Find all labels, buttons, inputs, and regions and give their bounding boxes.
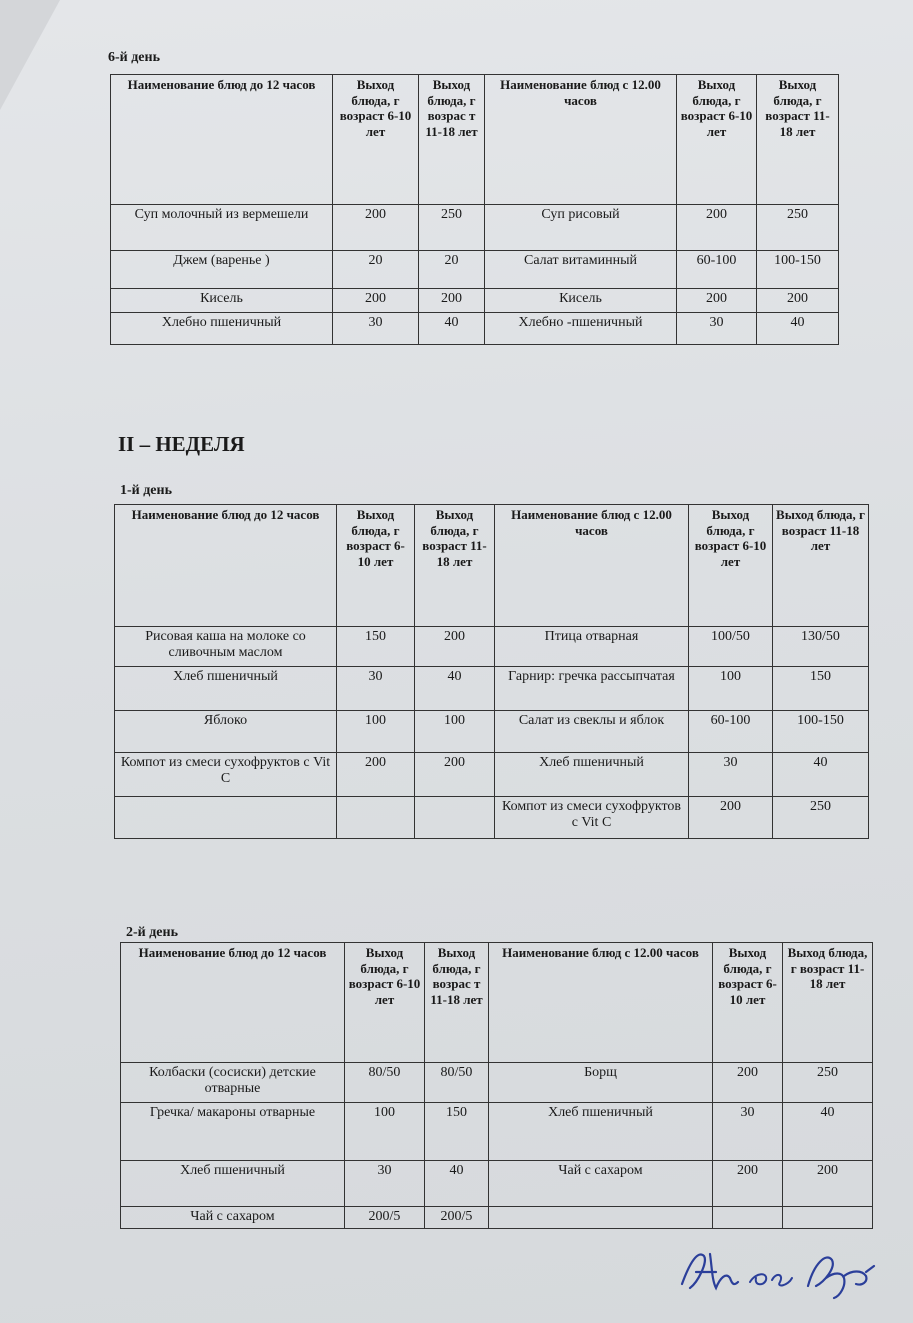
yield-value: 40 <box>419 313 485 345</box>
day2-header-name-am: Наименование блюд до 12 часов <box>121 943 345 1063</box>
dish-name: Салат из свеклы и яблок <box>495 711 689 753</box>
yield-value: 200/5 <box>345 1207 425 1229</box>
day1-header-yield-am-6-10: Выход блюда, г возраст 6-10 лет <box>337 505 415 627</box>
yield-value: 100 <box>337 711 415 753</box>
page-fold-shadow <box>0 0 60 110</box>
yield-value: 20 <box>419 251 485 289</box>
day6-header-yield-am-6-10: Выход блюда, г возраст 6-10 лет <box>333 75 419 205</box>
yield-value: 200 <box>757 289 839 313</box>
yield-value: 200 <box>677 289 757 313</box>
table-row <box>111 205 839 251</box>
yield-value: 30 <box>689 753 773 797</box>
day6-table <box>110 74 839 345</box>
day1-header-name-am: Наименование блюд до 12 часов <box>115 505 337 627</box>
yield-value: 60-100 <box>677 251 757 289</box>
dish-name: Хлеб пшеничный <box>489 1103 713 1161</box>
yield-value: 200 <box>333 289 419 313</box>
signature-icon <box>676 1242 886 1302</box>
day2-header-yield-pm-11-18: Выход блюда, г возраст 11-18 лет <box>783 943 873 1063</box>
yield-value <box>713 1207 783 1229</box>
table-row <box>121 1161 873 1207</box>
yield-value: 100 <box>689 667 773 711</box>
day2-header-yield-am-11-18: Выход блюда, г возрас т 11-18 лет <box>425 943 489 1063</box>
dish-name: Хлеб пшеничный <box>495 753 689 797</box>
table-row <box>111 251 839 289</box>
yield-value: 30 <box>713 1103 783 1161</box>
dish-name: Рисовая каша на молоке со сливочным маслом <box>115 627 337 667</box>
yield-value: 130/50 <box>773 627 869 667</box>
day2-header-name-pm: Наименование блюд с 12.00 часов <box>489 943 713 1063</box>
yield-value: 150 <box>773 667 869 711</box>
yield-value: 80/50 <box>345 1063 425 1103</box>
yield-value: 200 <box>677 205 757 251</box>
dish-name: Компот из смеси сухофруктов с Vit C <box>115 753 337 797</box>
day1-header-yield-pm-6-10: Выход блюда, г возраст 6-10 лет <box>689 505 773 627</box>
dish-name: Кисель <box>485 289 677 313</box>
day1-header-row <box>115 505 869 627</box>
day2-header-row <box>121 943 873 1063</box>
day6-header-name-pm: Наименование блюд с 12.00 часов <box>485 75 677 205</box>
yield-value: 60-100 <box>689 711 773 753</box>
yield-value: 200 <box>415 627 495 667</box>
table-row <box>115 797 869 839</box>
yield-value: 100/50 <box>689 627 773 667</box>
day2-header-yield-am-6-10: Выход блюда, г возраст 6-10 лет <box>345 943 425 1063</box>
yield-value: 150 <box>337 627 415 667</box>
yield-value: 250 <box>783 1063 873 1103</box>
dish-name: Гречка/ макароны отварные <box>121 1103 345 1161</box>
yield-value: 200 <box>419 289 485 313</box>
dish-name: Хлебно -пшеничный <box>485 313 677 345</box>
yield-value: 40 <box>415 667 495 711</box>
dish-name: Суп молочный из вермешели <box>111 205 333 251</box>
day1-header-name-pm: Наименование блюд с 12.00 часов <box>495 505 689 627</box>
yield-value: 200 <box>713 1161 783 1207</box>
day6-header-name-am: Наименование блюд до 12 часов <box>111 75 333 205</box>
table-row <box>115 753 869 797</box>
day6-title: 6-й день <box>108 50 160 65</box>
dish-name: Кисель <box>111 289 333 313</box>
yield-value: 40 <box>783 1103 873 1161</box>
yield-value: 150 <box>425 1103 489 1161</box>
table-row <box>111 313 839 345</box>
yield-value: 200 <box>415 753 495 797</box>
yield-value: 100 <box>415 711 495 753</box>
day2-header-yield-pm-6-10: Выход блюда, г возраст 6-10 лет <box>713 943 783 1063</box>
dish-name: Хлеб пшеничный <box>115 667 337 711</box>
table-row <box>115 711 869 753</box>
dish-name: Хлеб пшеничный <box>121 1161 345 1207</box>
yield-value <box>337 797 415 839</box>
yield-value: 200/5 <box>425 1207 489 1229</box>
dish-name: Яблоко <box>115 711 337 753</box>
day1-title: 1-й день <box>120 483 172 498</box>
day6-header-row <box>111 75 839 205</box>
dish-name: Птица отварная <box>495 627 689 667</box>
yield-value: 30 <box>337 667 415 711</box>
dish-name: Борщ <box>489 1063 713 1103</box>
day6-header-yield-am-11-18: Выход блюда, г возрас т 11-18 лет <box>419 75 485 205</box>
yield-value: 30 <box>677 313 757 345</box>
yield-value: 200 <box>783 1161 873 1207</box>
table-row <box>111 289 839 313</box>
day6-header-yield-pm-11-18: Выход блюда, г возраст 11-18 лет <box>757 75 839 205</box>
day1-table <box>114 504 869 839</box>
table-row <box>121 1063 873 1103</box>
day1-header-yield-am-11-18: Выход блюда, г возраст 11-18 лет <box>415 505 495 627</box>
dish-name: Суп рисовый <box>485 205 677 251</box>
yield-value: 20 <box>333 251 419 289</box>
yield-value: 100-150 <box>773 711 869 753</box>
day6-header-yield-pm-6-10: Выход блюда, г возраст 6-10 лет <box>677 75 757 205</box>
day1-header-yield-pm-11-18: Выход блюда, г возраст 11-18 лет <box>773 505 869 627</box>
table-row <box>115 627 869 667</box>
dish-name: Компот из смеси сухофруктов с Vit C <box>495 797 689 839</box>
yield-value: 200 <box>713 1063 783 1103</box>
dish-name: Салат витаминный <box>485 251 677 289</box>
table-row <box>121 1207 873 1229</box>
yield-value: 80/50 <box>425 1063 489 1103</box>
yield-value: 250 <box>773 797 869 839</box>
dish-name: Чай с сахаром <box>489 1161 713 1207</box>
yield-value: 100 <box>345 1103 425 1161</box>
yield-value: 200 <box>333 205 419 251</box>
yield-value: 100-150 <box>757 251 839 289</box>
table-row <box>115 667 869 711</box>
yield-value: 40 <box>757 313 839 345</box>
dish-name: Чай с сахаром <box>121 1207 345 1229</box>
dish-name: Хлебно пшеничный <box>111 313 333 345</box>
yield-value: 250 <box>757 205 839 251</box>
dish-name <box>489 1207 713 1229</box>
dish-name: Гарнир: гречка рассыпчатая <box>495 667 689 711</box>
yield-value: 200 <box>337 753 415 797</box>
dish-name: Колбаски (сосиски) детские отварные <box>121 1063 345 1103</box>
yield-value: 250 <box>419 205 485 251</box>
yield-value <box>783 1207 873 1229</box>
dish-name: Джем (варенье ) <box>111 251 333 289</box>
day2-title: 2-й день <box>126 925 178 940</box>
yield-value: 40 <box>773 753 869 797</box>
yield-value: 200 <box>689 797 773 839</box>
dish-name <box>115 797 337 839</box>
day2-table <box>120 942 873 1229</box>
week-title: II – НЕДЕЛЯ <box>118 432 245 456</box>
table-row <box>121 1103 873 1161</box>
yield-value: 40 <box>425 1161 489 1207</box>
yield-value <box>415 797 495 839</box>
yield-value: 30 <box>333 313 419 345</box>
yield-value: 30 <box>345 1161 425 1207</box>
